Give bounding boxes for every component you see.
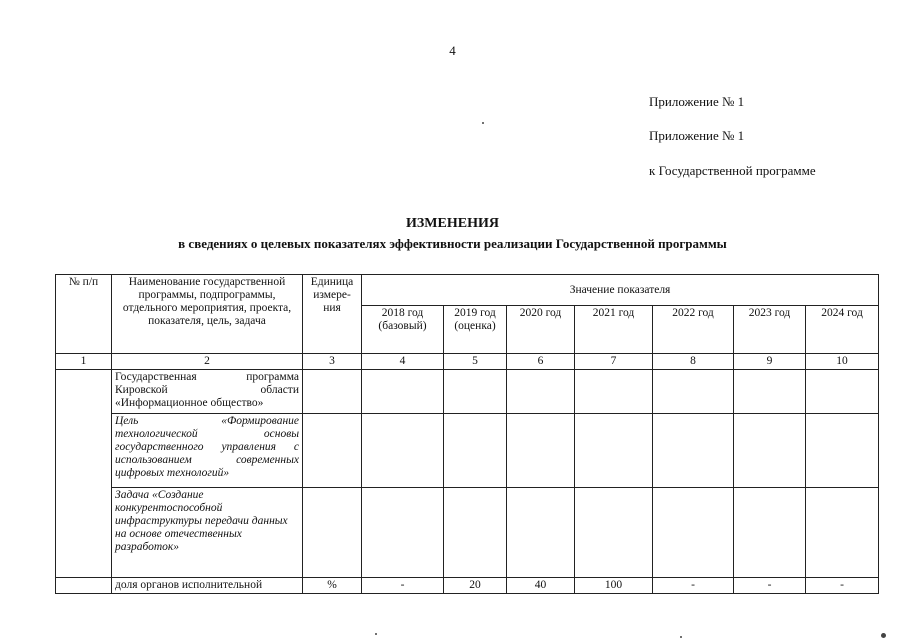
program-name-cell: Государственная программа Кировской области «Информационное общество» (112, 370, 303, 414)
scan-speck (881, 633, 886, 638)
column-number: 8 (653, 354, 734, 370)
scan-speck (680, 636, 682, 638)
value-cell-2024: - (806, 578, 879, 594)
page-number: 4 (449, 43, 456, 58)
scan-speck (482, 122, 484, 124)
column-number: 3 (303, 354, 362, 370)
row-num-cell (56, 370, 112, 578)
value-cell-2023: - (734, 578, 806, 594)
row-num-cell (56, 578, 112, 594)
value-cell-2019: 20 (444, 578, 507, 594)
column-number: 10 (806, 354, 879, 370)
appendix-line-2: Приложение № 1 (649, 128, 745, 143)
column-number: 2 (112, 354, 303, 370)
header-year-2022: 2022 год (653, 306, 734, 354)
column-number-row (56, 354, 879, 370)
value-cell-2021: 100 (575, 578, 653, 594)
header-year-2018: 2018 год (базовый) (362, 306, 444, 354)
column-number: 4 (362, 354, 444, 370)
indicator-unit-cell: % (303, 578, 362, 594)
column-number: 7 (575, 354, 653, 370)
value-cell-2020: 40 (507, 578, 575, 594)
indicators-table (55, 274, 879, 594)
header-year-2023: 2023 год (734, 306, 806, 354)
appendix-line-3: к Государственной программе (649, 163, 816, 178)
column-number: 1 (56, 354, 112, 370)
appendix-line-1: Приложение № 1 (649, 94, 745, 109)
value-cell-2018: - (362, 578, 444, 594)
document-title: ИЗМЕНЕНИЯ (406, 216, 499, 231)
header-name: Наименование государственной программы, подпрограммы, отдельного мероприятия, проекта, показателя, цель, задача (112, 275, 303, 354)
table-row (56, 414, 879, 488)
task-name-cell: Задача «Создание конкурентоспособной инфраструктуры передачи данных на основе отечественных разработок» (112, 488, 303, 578)
header-num: № п/п (56, 275, 112, 354)
header-year-2024: 2024 год (806, 306, 879, 354)
value-cell-2022: - (653, 578, 734, 594)
header-year-2019: 2019 год (оценка) (444, 306, 507, 354)
table-row (56, 370, 879, 414)
scan-speck (375, 633, 377, 635)
header-year-2021: 2021 год (575, 306, 653, 354)
header-value-group: Значение показателя (362, 275, 879, 306)
table-row (56, 488, 879, 578)
header-year-2020: 2020 год (507, 306, 575, 354)
column-number: 6 (507, 354, 575, 370)
goal-name-cell: Цель «Формирование технологической основы государственного управления с использованием современных цифровых технологий» (112, 414, 303, 488)
document-subtitle: в сведениях о целевых показателях эффективности реализации Государственной программы (178, 236, 727, 251)
indicator-name-cell: доля органов исполнительной (112, 578, 303, 594)
column-number: 5 (444, 354, 507, 370)
header-unit: Единица измере-ния (303, 275, 362, 354)
table-row (56, 578, 879, 594)
column-number: 9 (734, 354, 806, 370)
